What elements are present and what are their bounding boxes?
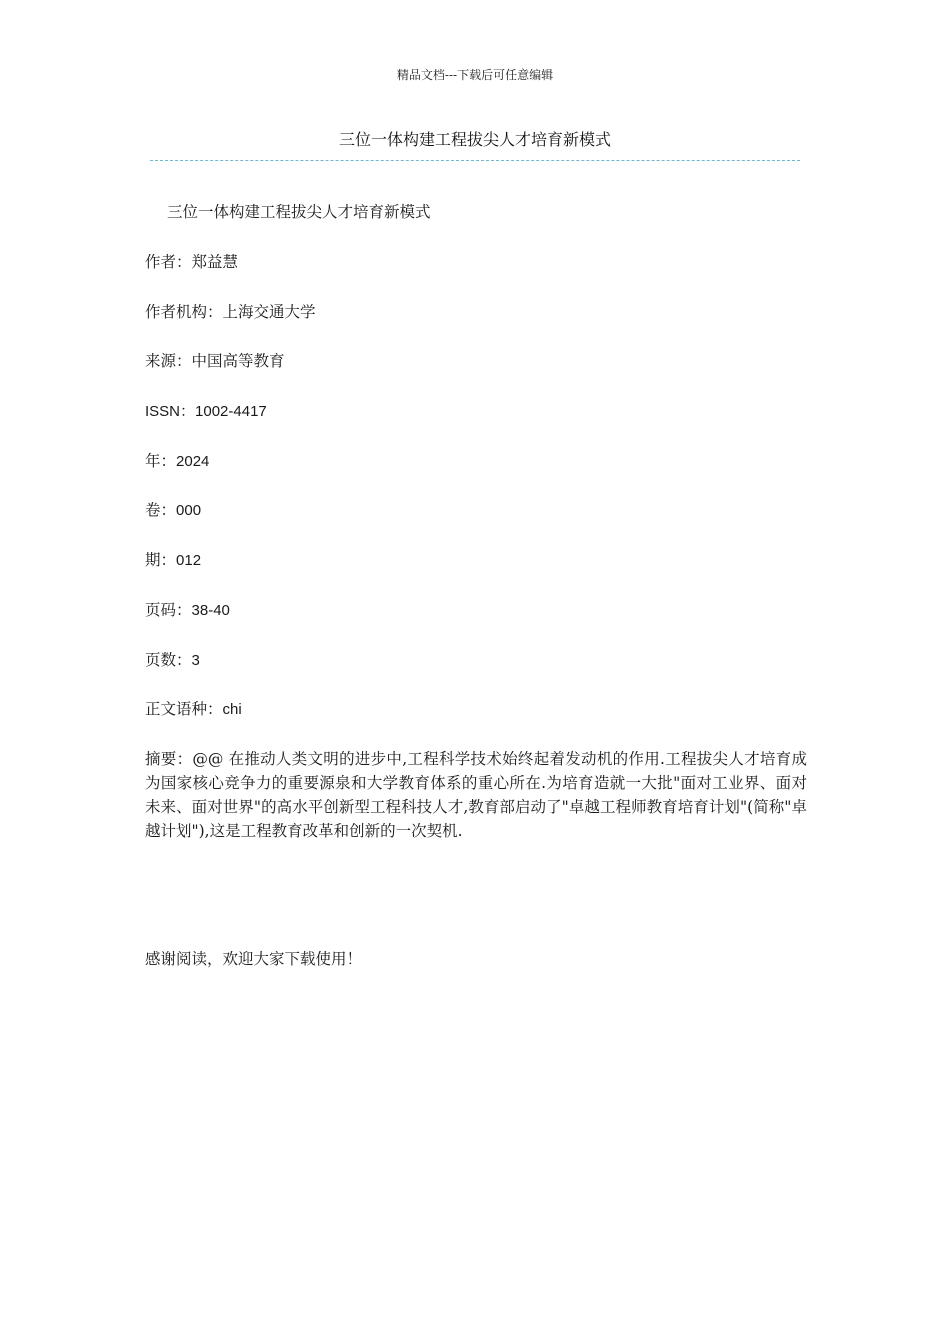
meta-value: 38-40 [191, 601, 230, 619]
meta-pages [145, 598, 807, 622]
meta-value: 2024 [176, 452, 210, 470]
meta-value: 郑益慧 [191, 253, 239, 271]
meta-label: 期： [145, 551, 177, 570]
meta-author [145, 250, 807, 274]
meta-label: 年： [145, 451, 177, 470]
meta-value: 000 [176, 502, 202, 520]
meta-value: 中国高等教育 [191, 352, 285, 371]
abstract-label: 摘要： [145, 749, 193, 768]
meta-value: chi [222, 701, 242, 719]
meta-issn [145, 399, 807, 423]
closing-thanks: 感谢阅读，欢迎大家下载使用！ [145, 950, 363, 968]
meta-source [145, 349, 807, 373]
abstract-text: @@ 在推动人类文明的进步中,工程科学技术始终起着发动机的作用.工程拔尖人才培育成为国家核心竞争力的重要源泉和大学教育体系的重心所在.为培育造就一大批"面对工业界、面对未来、面对世界"的高水平创新型工程科技人才,教育部启动了"卓越工程师教育培育计划"(简称"卓越计划"),这是工程教育改革和创新的一次契机. [145, 749, 807, 840]
page-header-watermark: 精品文档---下载后可任意编辑 [396, 68, 554, 82]
meta-value: 1002-4417 [195, 403, 267, 421]
document-title: 三位一体构建工程拔尖人才培育新模式 [338, 130, 611, 149]
document-subtitle: 三位一体构建工程拔尖人才培育新模式 [167, 203, 431, 221]
meta-volume [145, 498, 807, 522]
meta-value: 上海交通大学 [222, 302, 316, 321]
meta-label: ISSN： [145, 403, 196, 421]
meta-label: 页数： [145, 650, 192, 669]
meta-label: 作者： [145, 253, 192, 271]
meta-value: 012 [176, 552, 202, 570]
meta-label: 作者机构： [145, 302, 223, 321]
meta-label: 来源： [145, 352, 192, 371]
meta-language [145, 697, 807, 721]
meta-issue [145, 548, 807, 572]
meta-institution [145, 300, 807, 324]
title-divider [150, 160, 800, 161]
meta-label: 页码： [145, 600, 192, 619]
document-body [145, 200, 807, 843]
meta-year [145, 449, 807, 473]
abstract-paragraph [145, 747, 807, 843]
meta-page-count [145, 648, 807, 672]
meta-label: 卷： [145, 501, 177, 520]
meta-value: 3 [191, 651, 200, 669]
meta-label: 正文语种： [145, 700, 223, 719]
